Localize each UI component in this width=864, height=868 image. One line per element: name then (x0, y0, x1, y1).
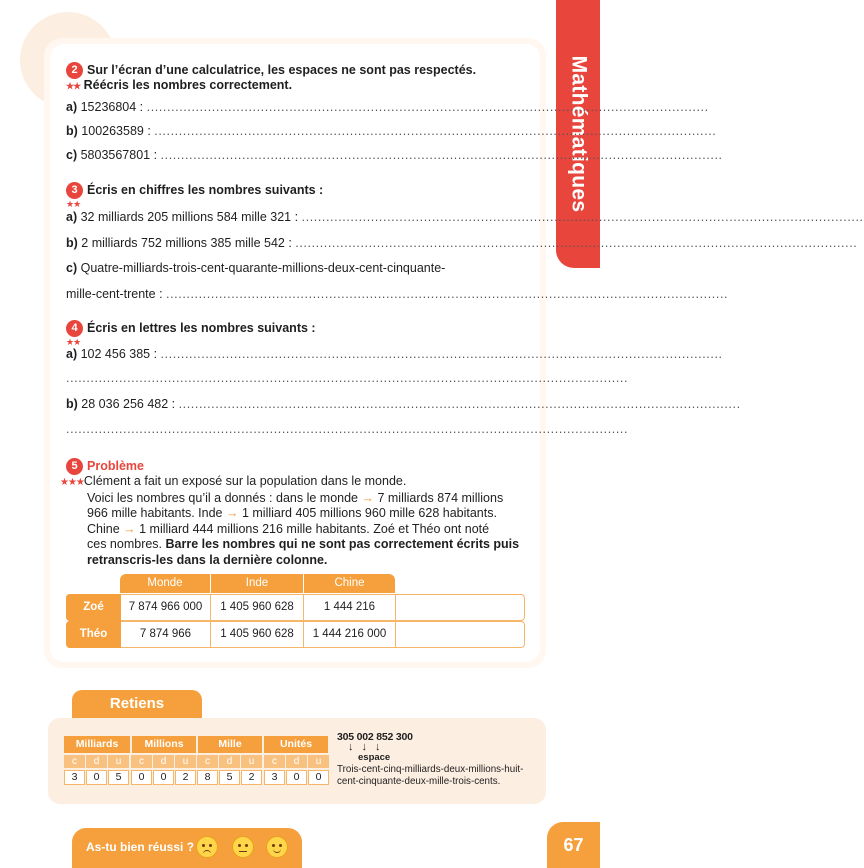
ex2-item-b-label: b) (66, 124, 78, 138)
ex3-item-c-label: c) (66, 261, 78, 275)
pv-digit: 5 (219, 770, 240, 785)
ex3-number: 3 (66, 182, 83, 199)
ex5-stars: ★★★ (60, 477, 84, 488)
ex5-line1 (60, 474, 530, 491)
ex3-item-c-cont[interactable] (66, 287, 729, 301)
table-row-zoe-label: Zoé (66, 594, 121, 621)
ex2-title-line1: Sur l’écran d’une calculatrice, les espaces ne sont pas respectés. (87, 62, 477, 77)
answer-line: .......................................................................................................................................... (166, 287, 729, 301)
pv-cdu: u (308, 755, 329, 768)
answer-line: .......................................................................................................................................... (154, 124, 717, 138)
ex2-item-a[interactable] (66, 100, 709, 114)
ex4-item-b-text: 28 036 256 482 : (77, 397, 179, 411)
pv-digit: 0 (131, 770, 152, 785)
ex5-line2: Voici les nombres qu’il a donnés : dans le monde → 7 milliards 874 millions (87, 490, 504, 505)
pv-cdu: c (64, 755, 85, 768)
answer-line: .......................................................................................................................................... (301, 210, 864, 224)
pv-cdu: d (219, 755, 240, 768)
ex5-title (66, 458, 144, 475)
page-number: 67 (547, 822, 600, 868)
ex4-item-a[interactable] (66, 347, 723, 361)
retiens-words-line2: cent-cinquante-deux-mille-trois-cents. (337, 776, 501, 787)
ex5-line6: retranscris-les dans la dernière colonne. (87, 552, 328, 567)
self-check-question: As-tu bien réussi ? (86, 840, 195, 854)
ex3-title-text: Écris en chiffres les nombres suivants : (87, 182, 324, 197)
pv-digit: 5 (108, 770, 129, 785)
ex4-item-b-line2[interactable]: .......................................................................................................................................... (66, 422, 629, 436)
down-arrows-icon: ↓↓↓ (348, 741, 389, 753)
pv-cdu: u (175, 755, 196, 768)
ex2-item-a-label: a) (66, 100, 78, 114)
ex3-item-c-cont-text: mille-cent-trente : (66, 287, 167, 301)
ex2-stars: ★★ (66, 81, 81, 91)
ex3-item-c (66, 261, 524, 275)
ex3-item-b-text: 2 milliards 752 millions 385 mille 542 : (77, 236, 296, 250)
answer-line: .......................................................................................................................................... (295, 236, 858, 250)
pv-class-unites: Unités (264, 736, 328, 753)
retiens-label: Retiens (72, 690, 202, 718)
ex4-title (66, 320, 316, 337)
ex5-number: 5 (66, 458, 83, 475)
ex3-item-a-label: a) (66, 210, 78, 224)
pv-class-milliards: Milliards (64, 736, 130, 753)
ex2-item-b[interactable] (66, 124, 717, 138)
arrow-icon: → (225, 506, 239, 521)
ex4-item-a-line2[interactable]: .......................................................................................................................................... (66, 371, 629, 385)
ex3-item-b[interactable] (66, 236, 858, 250)
retiens-espace: espace (358, 752, 391, 763)
ex5-title-text: Problème (87, 458, 144, 473)
pv-cdu: u (241, 755, 262, 768)
subject-tab-label: Mathématiques (567, 55, 591, 213)
ex5-line3: 966 mille habitants. Inde → 1 milliard 405 millions 960 mille 628 habitants. (87, 506, 497, 521)
ex4-item-a-text: 102 456 385 : (77, 347, 161, 361)
ex2-item-c-label: c) (66, 148, 78, 162)
answer-line: .......................................................................................................................................... (160, 148, 723, 162)
pv-cdu: u (108, 755, 129, 768)
cell-theo-inde[interactable]: 1 405 960 628 (220, 628, 294, 640)
ex5-text (60, 474, 530, 569)
ex4-title-text: Écris en lettres les nombres suivants : (87, 320, 316, 335)
ex2-item-a-text: 15236804 : (77, 100, 147, 114)
pv-class-millions: Millions (132, 736, 196, 753)
pv-digit: 2 (241, 770, 262, 785)
ex3-item-a-text: 32 milliards 205 millions 584 mille 321 : (77, 210, 302, 224)
cell-zoe-correction[interactable] (396, 594, 524, 621)
ex4-item-a-label: a) (66, 347, 78, 361)
pv-digit: 8 (197, 770, 218, 785)
pv-cdu: d (153, 755, 174, 768)
neutral-face-icon[interactable] (232, 836, 254, 858)
pv-cdu: c (264, 755, 285, 768)
ex4-item-b-label: b) (66, 397, 78, 411)
ex2-title-line2: Réécris les nombres correctement. (83, 78, 293, 92)
answer-line: .......................................................................................................................................... (178, 397, 741, 411)
pv-class-mille: Mille (198, 736, 262, 753)
ex3-stars: ★★ (66, 199, 81, 209)
arrow-icon: → (361, 490, 374, 505)
table-row-theo-label: Théo (66, 621, 121, 648)
ex5-line4: Chine → 1 milliard 444 millions 216 mille habitants. Zoé et Théo ont noté (87, 521, 490, 536)
answer-line: .......................................................................................................................................... (146, 100, 709, 114)
cell-theo-chine[interactable]: 1 444 216 000 (312, 628, 387, 640)
ex2-number: 2 (66, 62, 83, 79)
ex2-subtitle (66, 78, 292, 92)
ex3-item-a[interactable] (66, 210, 864, 224)
sad-face-icon[interactable] (196, 836, 218, 858)
cell-zoe-monde[interactable]: 7 874 966 000 (128, 601, 203, 613)
ex2-item-c-text: 5803567801 : (77, 148, 161, 162)
arrow-icon: → (123, 521, 136, 536)
ex4-item-b[interactable] (66, 397, 741, 411)
ex3-item-c-text: Quatre-milliards-trois-cent-quarante-millions-deux-cent-cinquante- (77, 261, 446, 275)
ex2-title (66, 62, 476, 79)
ex3-title (66, 182, 323, 199)
cell-theo-monde[interactable]: 7 874 966 (139, 628, 192, 640)
answer-line: .......................................................................................................................................... (160, 347, 723, 361)
table-header-inde: Inde (211, 574, 303, 593)
pv-digit: 2 (175, 770, 196, 785)
pv-cdu: c (197, 755, 218, 768)
ex2-item-c[interactable] (66, 148, 723, 162)
table-header-monde: Monde (120, 574, 210, 593)
happy-face-icon[interactable] (266, 836, 288, 858)
cell-theo-correction[interactable] (396, 621, 524, 648)
pv-cdu: c (131, 755, 152, 768)
ex4-number: 4 (66, 320, 83, 337)
pv-digit: 0 (86, 770, 107, 785)
retiens-words-line1: Trois-cent-cinq-milliards-deux-millions-huit- (337, 764, 524, 775)
ex3-item-b-label: b) (66, 236, 78, 250)
pv-digit: 0 (308, 770, 329, 785)
table-header-chine: Chine (304, 574, 395, 593)
cell-zoe-chine[interactable]: 1 444 216 (323, 601, 376, 613)
pv-cdu: d (286, 755, 307, 768)
retiens-words (337, 764, 523, 788)
retiens-number: 305 002 852 300 (337, 731, 413, 743)
ex5-line1-text: Clément a fait un exposé sur la population dans le monde. (83, 474, 407, 488)
pv-digit: 0 (286, 770, 307, 785)
ex2-item-b-text: 100263589 : (77, 124, 155, 138)
pv-digit: 3 (264, 770, 285, 785)
pv-cdu: d (86, 755, 107, 768)
pv-digit: 3 (64, 770, 85, 785)
ex5-line5: ces nombres. Barre les nombres qui ne sont pas correctement écrits puis (87, 537, 520, 552)
pv-digit: 0 (153, 770, 174, 785)
ex4-stars: ★★ (66, 337, 81, 347)
cell-zoe-inde[interactable]: 1 405 960 628 (220, 601, 294, 613)
